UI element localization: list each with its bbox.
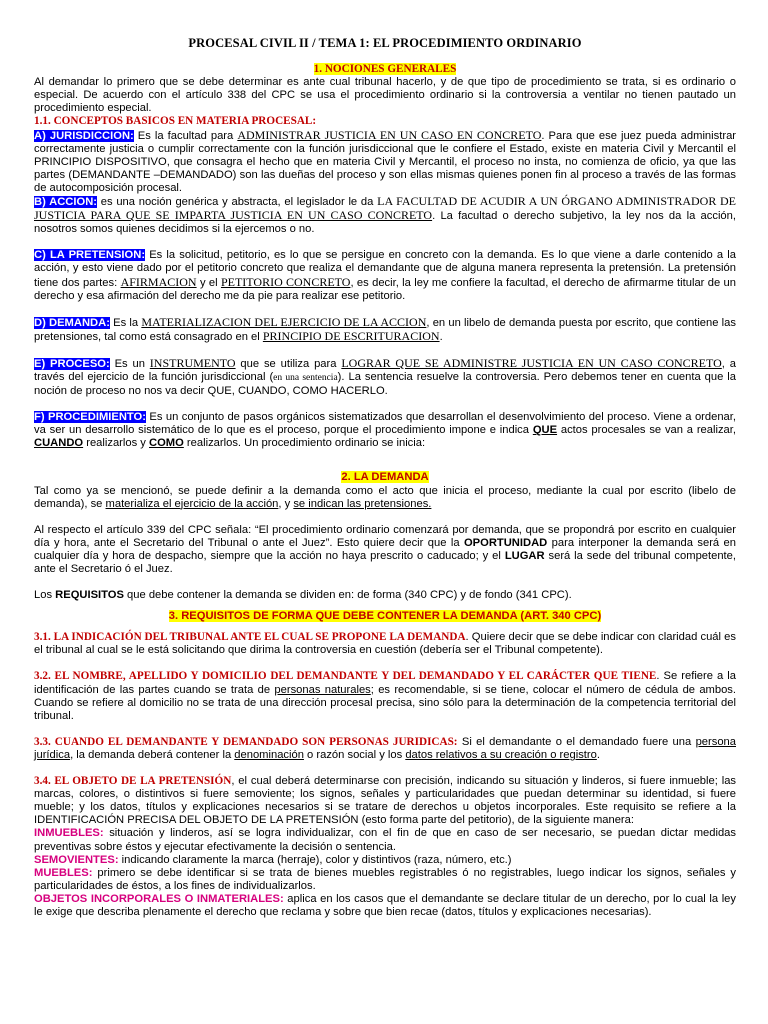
section-2-heading-wrap [34,471,736,484]
item-objetos-incorporales: OBJETOS INCORPORALES O INMATERIALES: aplica en los casos que el demandante se declare titular de un derecho, por lo cual la ley le exige que describa plenamente el derecho que reclama y sobre que bien recae (datos, títulos y explicaciones necesarias). [34,892,736,918]
concept-label: A) JURISDICCION: [34,129,134,142]
concept-label: F) PROCEDIMIENTO: [34,411,146,424]
section-2-heading: 2. LA DEMANDA [341,471,429,484]
concept-label: B) ACCION: [34,196,97,209]
concept-pretension: C) LA PRETENSION: Es la solicitud, petitorio, es lo que se persigue en concreto con la demanda. Es lo que viene a darle contenido a la acción, y esto viene dado por el petitorio concreto que realiza el demandante que de alguna manera representa la pretensión. La pretensión tiene dos partes: AFIRMACION y el PETITORIO CONCRETO, es decir, la ley me confiere la facultad, el derecho de afirmarme titular de un derecho y esa afirmación del derecho me da pie para realizar ese petitorio. [34,249,736,302]
concept-accion: B) ACCION: es una noción genérica y abstracta, el legislador le da LA FACULTAD DE ACUDIR A UN ÓRGANO ADMINISTRADOR DE JUSTICIA PARA QUE SE IMPARTA JUSTICIA EN UN CASO CONCRETO. La facultad o derecho subjetivo, la ley nos da la acción, nosotros somos quienes decidimos si la ejercemos o no. [34,194,736,236]
item-inmuebles: INMUEBLES: situación y linderos, así se logra individualizar, con el fin de que en caso de ser necesario, se puedan dictar medidas preventivas sobre éstos y ejecutar efectivamente la decisión o sentencia. [34,827,736,853]
concept-demanda: D) DEMANDA: Es la MATERIALIZACION DEL EJERCICIO DE LA ACCION, en un libelo de demanda puesta por escrito, que contiene las pretensiones, tal como está consagrado en el PRINCIPIO DE ESCRITURACION. [34,314,736,343]
concept-label: C) LA PRETENSION: [34,249,146,262]
concept-label: D) DEMANDA: [34,316,110,329]
concept-label: E) PROCESO: [34,357,110,370]
requirement-3-1: 3.1. LA INDICACIÓN DEL TRIBUNAL ANTE EL CUAL SE PROPONE LA DEMANDA. Quiere decir que se debe indicar con claridad cuál es el tribunal al cual se le está solicitando que dirima la controversia en cuestión (debería ser el Tribunal competente). [34,631,736,657]
section-1-heading: 1. NOCIONES GENERALES [313,63,457,76]
section-1-heading-wrap [34,63,736,76]
concept-proceso: E) PROCESO: Es un INSTRUMENTO que se utiliza para LOGRAR QUE SE ADMINISTRE JUSTICIA EN UN CASO CONCRETO, a través del ejercicio de la función jurisdiccional (en una sentencia). La sentencia resuelve la controversia. Pero debemos tener en cuenta que la noción de proceso no nos va decir QUE, CUANDO, COMO HACERLO. [34,355,736,398]
item-semovientes: SEMOVIENTES: indicando claramente la marca (herraje), color y distintivos (raza, número, etc.) [34,853,512,866]
section-3-heading-wrap [34,610,736,623]
concept-procedimiento: F) PROCEDIMIENTO: Es un conjunto de pasos orgánicos sistematizados que desarrollan el desenvolvimiento del proceso. Viene a ordenar, va ser un desarrollo sistemático de lo que es el proceso, porque el procedimiento impone e indica QUE actos procesales se van a realizar, CUANDO realizarlos y COMO realizarlos. Un procedimiento ordinario se inicia: [34,411,736,450]
section-2-paragraph-1: Tal como ya se mencionó, se puede definir a la demanda como el acto que inicia el proceso, mediante la cual por escrito (libelo de demanda), se materializa el ejercicio de la acción, y se indican las pretensiones. [34,484,736,510]
requirement-3-2: 3.2. EL NOMBRE, APELLIDO Y DOMICILIO DEL DEMANDANTE Y DEL DEMANDADO Y EL CARÁCTER QUE TIENE. Se refiere a la identificación de las partes cuando se trata de personas naturales; es recomendable, si se tiene, colocar el número de cédula de ambos. Cuando se refiere al domicilio no se trata de una dirección procesal precisa, sino sólo para la determinación de la competencia territorial del tribunal. [34,670,737,722]
section-2-paragraph-2: Al respecto el artículo 339 del CPC señala: “El procedimiento ordinario comenzará por demanda, que se propondrá por escrito en cualquier día y hora, ante el Secretario del Tribunal o ante el Juez”. Esto quiere decir que la OPORTUNIDAD para interponer la demanda será en cualquier día y hora de despacho, siempre que la acción no haya prescrito o caducado; y el LUGAR será la sede del tribunal competente, ante el Secretario ó el Juez. [34,523,736,575]
subsection-1-1-heading: 1.1. CONCEPTOS BASICOS EN MATERIA PROCESAL: [34,115,317,128]
requirement-3-4: 3.4. EL OBJETO DE LA PRETENSIÓN, el cual deberá determinarse con precisión, indicando su situación y linderos, si fuere inmueble; las marcas, colores, o distintivos si fuere semoviente; los signos, señales y particularidades que puedan determinar su identidad, si fuere mueble; y los datos, títulos y explicaciones necesarios si se tratare de derechos u objetos incorporales. Este requisito se refiere a la IDENTIFICACIÓN PRECISA DEL OBJETO DE LA PRETENSIÓN (esto forma parte del petitorio), de la siguiente manera: [34,775,737,827]
section-1-intro: Al demandar lo primero que se debe determinar es ante cual tribunal hacerlo, y de que tipo de procedimiento se trata, si es ordinario o especial. De acuerdo con el artículo 338 del CPC se usa el procedimiento ordinario si la controversia a ventilar no tienen pautado un procedimiento especial. [34,76,736,115]
document-title: PROCESAL CIVIL II / TEMA 1: EL PROCEDIMIENTO ORDINARIO [188,36,582,50]
concept-jurisdiccion: A) JURISDICCION: Es la facultad para ADMINISTRAR JUSTICIA EN UN CASO EN CONCRETO. Para que ese juez pueda administrar correctamente justicia o cumplir correctamente con la función jurisdiccional que le confiere el Estado, existe en materia Civil y Mercantil el PRINCIPIO DISPOSITIVO, que consagra el hecho que en materia Civil y Mercantil, el proceso no insta, no comienza de oficio, ya que las partes (DEMANDANTE –DEMANDADO) son las dueñas del proceso y son ellas mismas quienes ponen fin al proceso a través de las formas de autocomposición procesal. [34,127,737,194]
item-muebles: MUEBLES: primero se debe identificar si se trata de bienes muebles registrables ó no registrables, luego indicar los signos, señales y particularidades de éstos, a los fines de individualizarlos. [34,866,736,892]
section-3-heading: 3. REQUISITOS DE FORMA QUE DEBE CONTENER LA DEMANDA (ART. 340 CPC) [168,610,602,623]
section-2-paragraph-3: Los REQUISITOS que debe contener la demanda se dividen en: de forma (340 CPC) y de fondo (341 CPC). [34,589,572,602]
requirement-3-3: 3.3. CUANDO EL DEMANDANTE Y DEMANDADO SON PERSONAS JURIDICAS: Si el demandante o el demandado fuere una persona jurídica, la demanda deberá contener la denominación o razón social y los datos relativos a su creación o registro. [34,735,736,761]
